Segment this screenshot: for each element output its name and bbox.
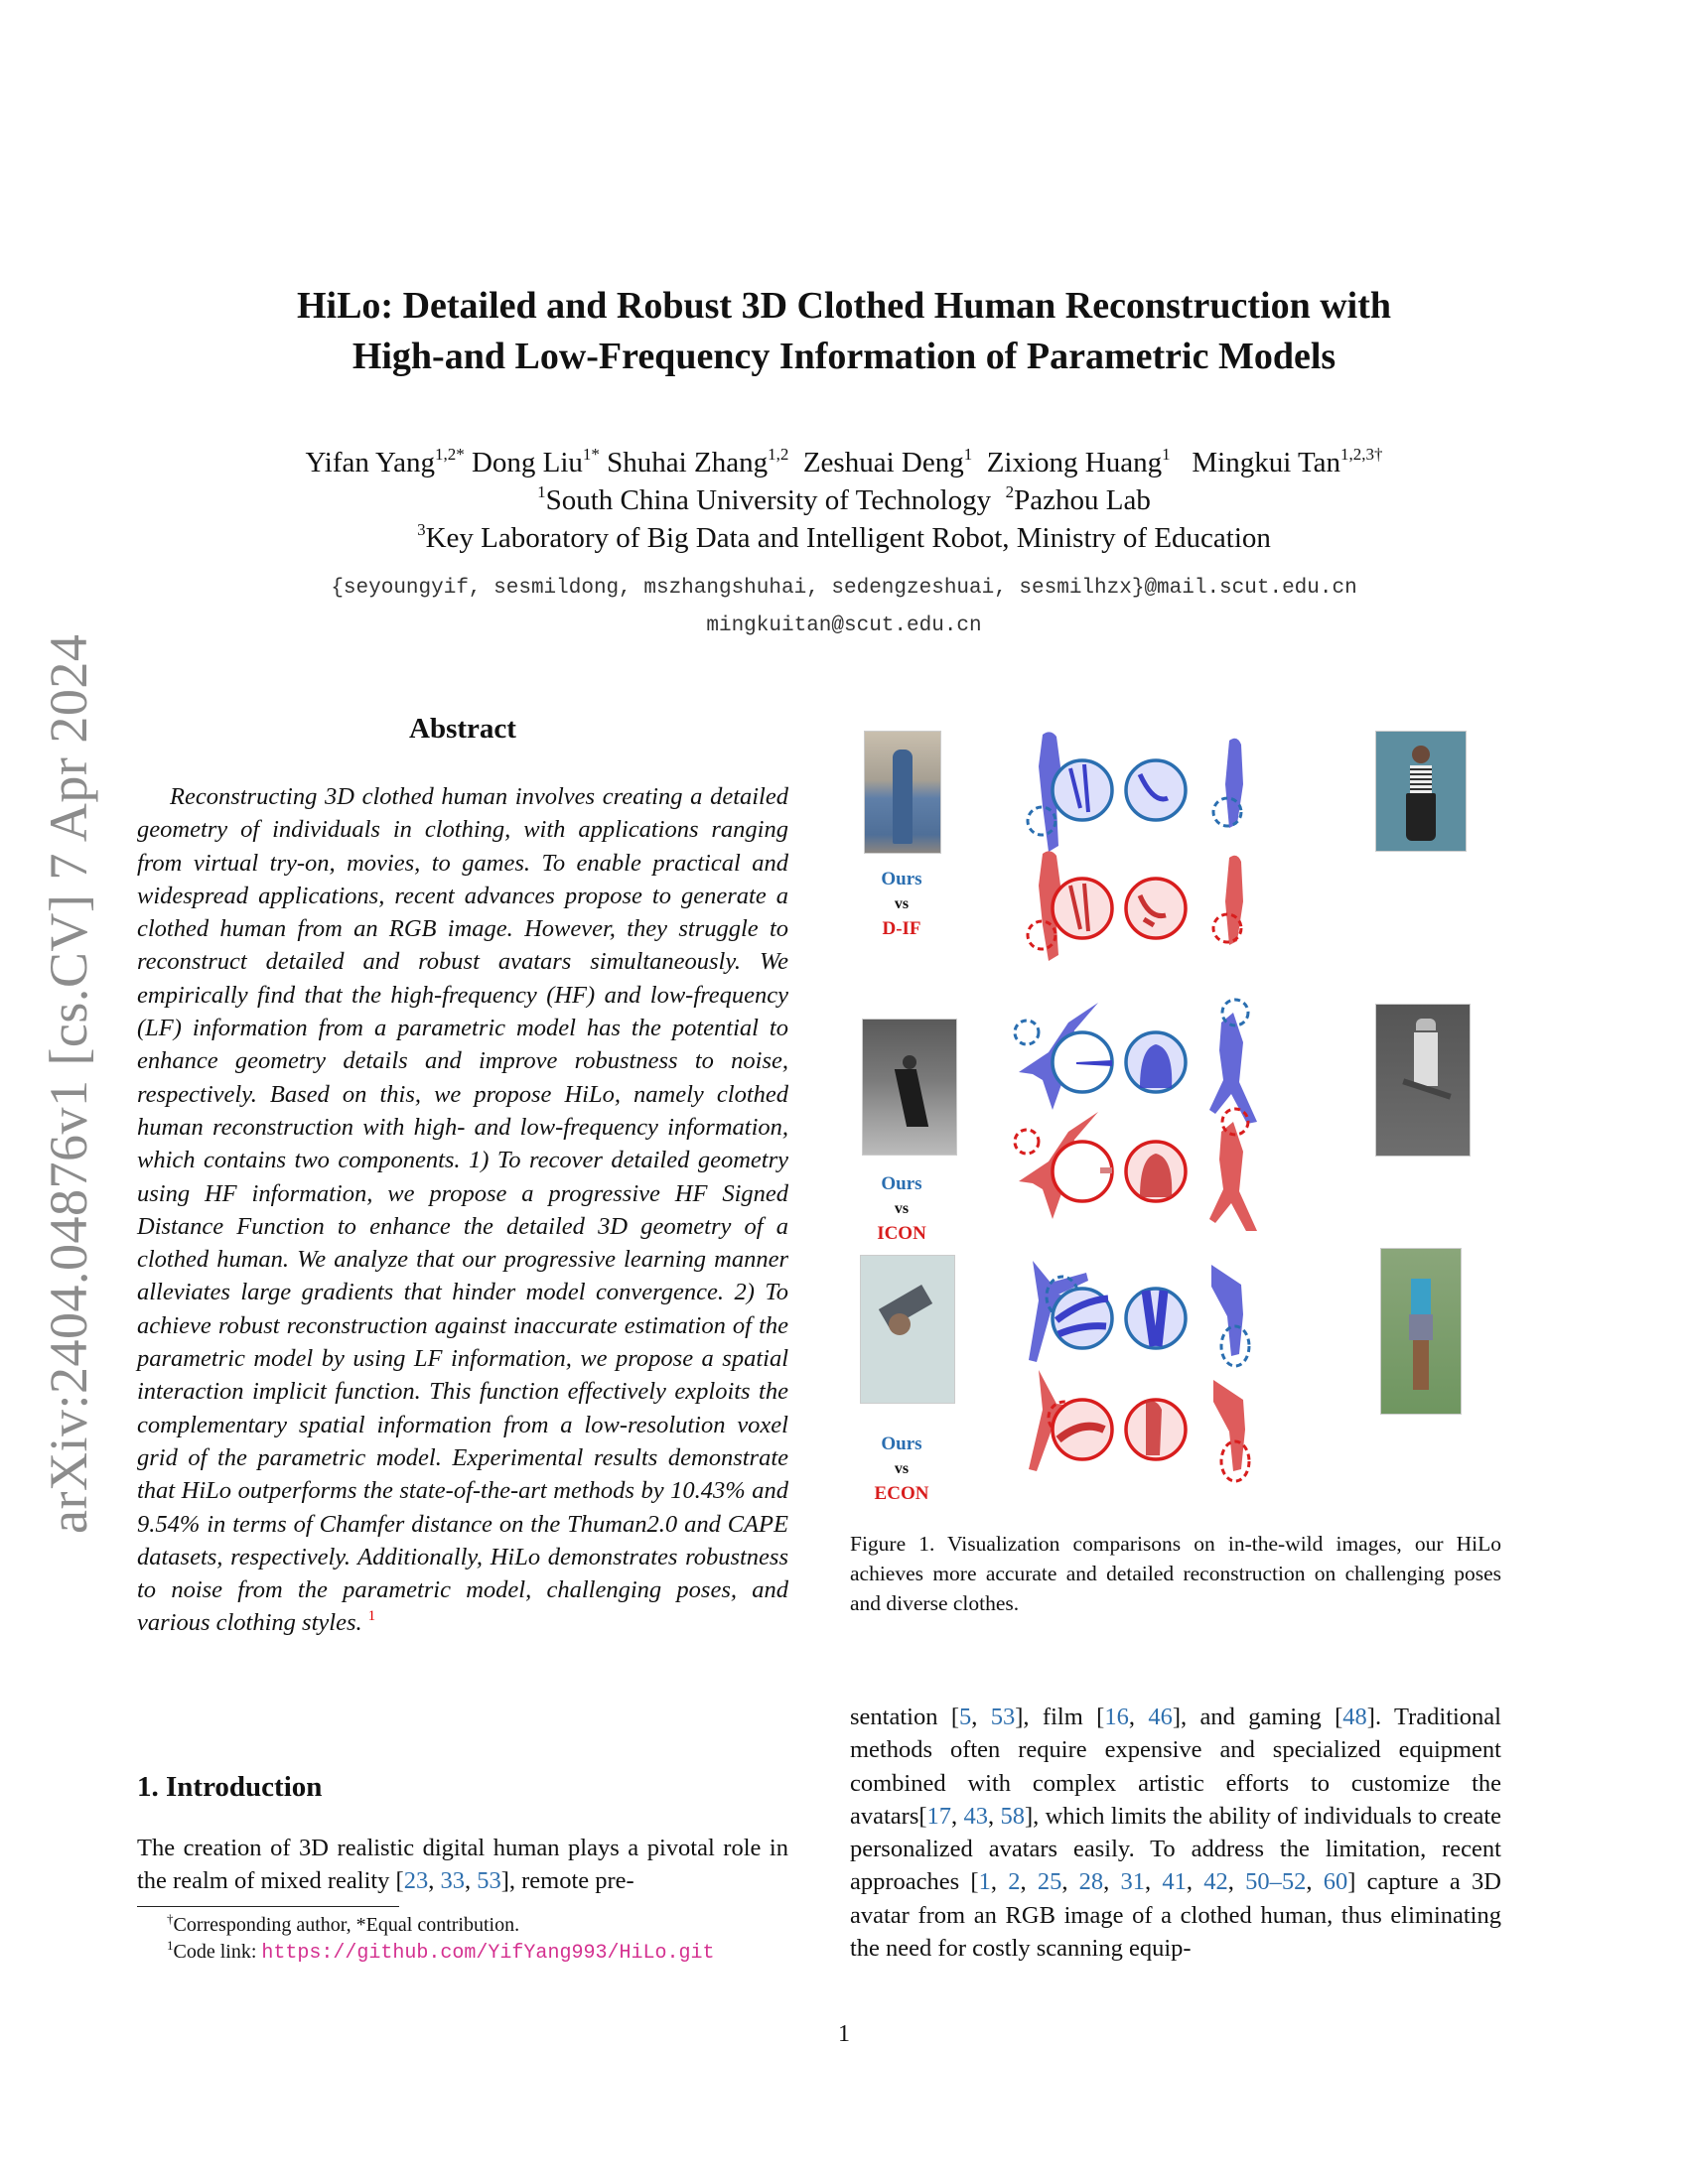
citation-link[interactable]: 33: [440, 1867, 465, 1895]
citation-link[interactable]: 53: [477, 1867, 501, 1895]
citation-link[interactable]: 50–52: [1245, 1868, 1307, 1896]
citation-link[interactable]: 28: [1078, 1868, 1104, 1896]
abstract-heading: Abstract: [409, 713, 516, 745]
section-heading-introduction: 1. Introduction: [137, 1771, 323, 1803]
input-photo-left: [862, 1019, 957, 1156]
comparison-label: Ours vs ICON: [877, 1173, 926, 1244]
affiliation-line: $^3$Key Laboratory of Big Data and Intelligent Robot, Ministry of Education: [417, 520, 1271, 554]
reconstruction-meshes-row-3: [1013, 1251, 1370, 1489]
comparison-label: Ours vs ECON: [874, 1433, 929, 1504]
citation-link[interactable]: 31: [1120, 1868, 1146, 1896]
citation-link[interactable]: 23: [403, 1867, 429, 1895]
introduction-paragraph: The creation of 3D realistic digital human plays a pivotal role in the realm of mixed reality [23, 33, 53], remote pre-: [137, 1835, 788, 1895]
author-block: [119, 444, 1569, 557]
introduction-paragraph-continued: sentation [5, 53], film [16, 46], and gaming [48]. Traditional methods often require expensive and specialized equipment combined with complex artistic efforts to customize the avatars[17, 43, 58], which limits the ability of individuals to create personalized avatars easily. To address the limitation, recent approaches [1, 2, 25, 28, 31, 41, 42, 50–52, 60] capture a 3D avatar from an RGB image of a clothed human, thus eliminating the need for costly scanning equip-: [850, 1704, 1502, 1963]
citation-link[interactable]: 58: [1000, 1802, 1025, 1830]
mesh-ours-icon: [1015, 1000, 1257, 1124]
arxiv-identifier-stamp: arXiv:2404.04876v1 [cs.CV] 7 Apr 2024: [39, 633, 98, 1534]
author: Dong Liu$^{1*}$: [471, 445, 600, 478]
mesh-baseline-icon: [1029, 1370, 1249, 1481]
paper-title: [149, 281, 1539, 382]
citation-link[interactable]: 46: [1148, 1704, 1173, 1730]
abstract-body: [137, 780, 788, 1640]
input-photo-right: [1375, 731, 1467, 852]
title-line-1: HiLo: Detailed and Robust 3D Clothed Human Reconstruction with: [296, 285, 1392, 327]
affiliation-line: $^1$South China University of Technology $^2$Pazhou Lab: [537, 482, 1151, 516]
code-url-link[interactable]: https://github.com/YifYang993/HiLo.git: [261, 1942, 715, 1965]
figure-1-caption: Figure 1. Visualization comparisons on in-the-wild images, our HiLo achieves more accurate and detailed reconstruction on challenging poses and diverse clothes.: [850, 1532, 1501, 1615]
reconstruction-meshes-row-2: [1013, 993, 1370, 1231]
mesh-ours-icon: [1029, 1261, 1249, 1366]
citation-link[interactable]: 1: [978, 1868, 991, 1896]
citation-link[interactable]: 25: [1037, 1868, 1062, 1896]
input-photo-right: [1380, 1248, 1462, 1415]
citation-link[interactable]: 53: [990, 1704, 1016, 1730]
author: Yifan Yang$^{1,2*}$: [305, 445, 465, 478]
citation-link[interactable]: 43: [963, 1802, 989, 1830]
mesh-ours-icon: [1028, 732, 1243, 852]
input-photo-left: [864, 731, 941, 854]
footnote-link[interactable]: 1: [367, 1608, 376, 1625]
citation-link[interactable]: 60: [1323, 1868, 1348, 1896]
author-emails: [119, 570, 1569, 645]
footnotes: [137, 1912, 832, 1967]
author-list: [119, 444, 1569, 481]
reconstruction-meshes-row-1: [1013, 725, 1370, 963]
footnote-divider: [137, 1906, 399, 1907]
mesh-baseline-icon: [1015, 1109, 1257, 1231]
citation-link[interactable]: 42: [1203, 1868, 1228, 1896]
title-line-2: High-and Low-Frequency Information of Parametric Models: [352, 336, 1336, 377]
citation-link[interactable]: 2: [1008, 1868, 1021, 1896]
footnote-corresponding: †Corresponding author, *Equal contribution.: [167, 1911, 520, 1936]
input-photo-right: [1375, 1004, 1471, 1157]
comparison-label: Ours vs D-IF: [881, 869, 922, 939]
author: Zixiong Huang$^1$: [986, 445, 1171, 478]
email-line: mingkuitan@scut.edu.cn: [706, 614, 982, 637]
author: Mingkui Tan$^{1,2,3\dagger}$: [1192, 445, 1383, 478]
citation-link[interactable]: 17: [926, 1802, 952, 1830]
citation-link[interactable]: 16: [1104, 1704, 1129, 1730]
citation-link[interactable]: 5: [959, 1704, 972, 1730]
mesh-baseline-icon: [1028, 851, 1243, 961]
citation-link[interactable]: 41: [1162, 1868, 1187, 1896]
citation-link[interactable]: 48: [1342, 1704, 1367, 1730]
author: Zeshuai Deng$^1$: [802, 445, 973, 478]
email-line: {seyoungyif, sesmildong, mszhangshuhai, sedengzeshuai, sesmilhzx}@mail.scut.edu.cn: [331, 577, 1357, 600]
figure-1: [864, 725, 1499, 1504]
page-number: 1: [838, 2021, 850, 2047]
input-photo-left: [860, 1255, 955, 1404]
abstract-text: Reconstructing 3D clothed human involves creating a detailed geometry of individuals in clothing, with applications ranging from virtual try-on, movies, to games. To enable practical and widespread applications, recent advances propose to generate a clothed human from an RGB image. However, they struggle to reconstruct detailed and robust avatars simultaneously. We empirically find that the high-frequency (HF) and low-frequency (LF) information from a parametric model has the potential to enhance geometry details and improve robustness to noise, respectively. Based on this, we propose HiLo, namely clothed human reconstruction with high- and low-frequency information, which contains two components. 1) To recover detailed geometry using HF information, we propose a progressive HF Signed Distance Function to enhance the detailed 3D geometry of a clothed human. We analyze that our progressive learning manner alleviates large gradients that hinder model convergence. 2) To achieve robust reconstruction against inaccurate estimation of the parametric model by using LF information, we propose a spatial interaction implicit function. This function effectively exploits the complementary spatial information from a low-resolution voxel grid of the parametric model. Experimental results demonstrate that HiLo outperforms the state-of-the-art methods by 10.43% and 9.54% in terms of Chamfer distance on the Thuman2.0 and CAPE datasets, respectively. Additionally, HiLo demonstrates robustness to noise from the parametric model, challenging poses, and various clothing styles.: [137, 783, 788, 1637]
author: Shuhai Zhang$^{1,2}$: [607, 445, 789, 478]
footnote-code-link: $^1$Code link: https://github.com/YifYang993/HiLo.git: [167, 1938, 715, 1965]
